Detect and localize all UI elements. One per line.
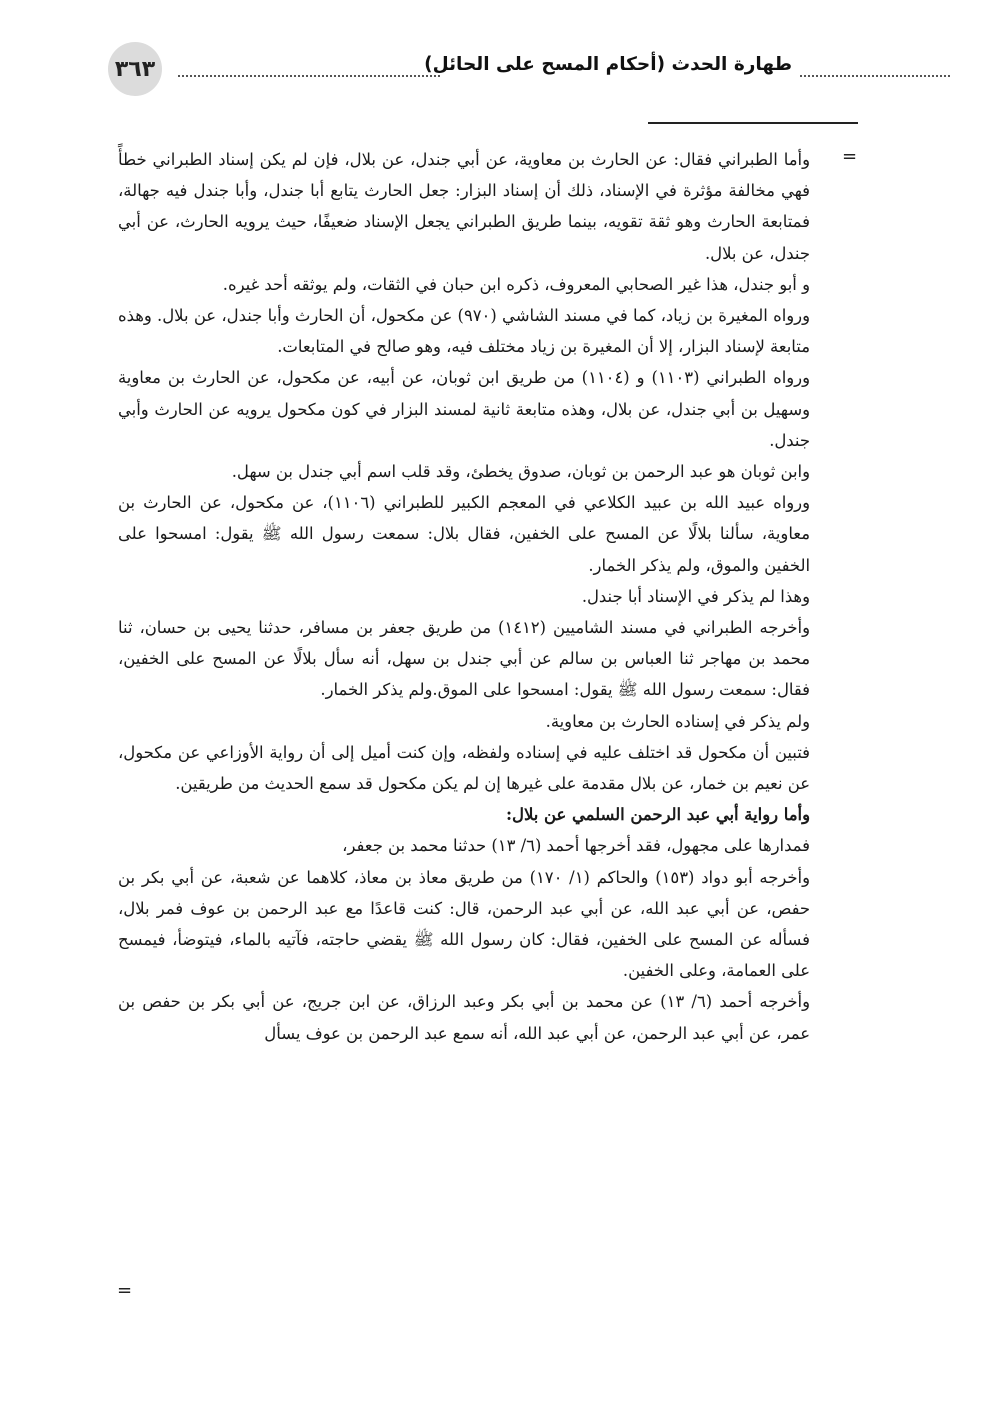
paragraph: وأما الطبراني فقال: عن الحارث بن معاوية، عن أبي جندل، عن بلال، فإن لم يكن إسناد الطبراني خطأً فهي مخالفة مؤثرة في الإسناد، ذلك أن إسناد البزار: جعل الحارث يتابع أبا جندل، وأبا جندل فيه جهالة، فمتابعة الحارث وهو ثقة تقويه، بينما طريق الطبراني يجعل الإسناد ضعيفًا، حيث يرويه الحارث، عن أبي جندل، عن بلال.	[118, 150, 810, 263]
paragraph: وابن ثوبان هو عبد الرحمن بن ثوبان، صدوق يخطئ، وقد قلب اسم أبي جندل بن سهل.	[231, 462, 810, 482]
footnote-body	[118, 144, 810, 1049]
section-heading: وأما رواية أبي عبد الرحمن السلمي عن بلال:	[506, 805, 810, 825]
page-number-badge	[108, 42, 162, 96]
paragraph: فتبين أن مكحول قد اختلف عليه في إسناده ولفظه، وإن كنت أميل إلى أن رواية الأوزاعي عن مكحول، عن نعيم بن خمار، عن بلال مقدمة على غيرها إن لم يكن مكحول قد سمع الحديث من طريقين.	[118, 742, 810, 794]
page-header	[108, 42, 844, 98]
paragraph: وأخرجه أبو دواد (١٥٣) والحاكم (١/ ١٧٠) من طريق معاذ بن معاذ، كلاهما عن شعبة، عن أبي بكر بن حفص، عن أبي عبد الله، عن أبي عبد الرحمن، قال: كنت قاعدًا مع عبد الرحمن بن عوف فمر بلال، فسأله عن المسح على الخفين، فقال: كان رسول الله ﷺ يقضي حاجته، فآتيه بالماء، فيتوضأ، فيمسح على العمامة، وعلى الخفين.	[118, 867, 810, 981]
running-title: طهارة الحدث (أحكام المسح على الحائل)	[424, 54, 792, 75]
paragraph: و أبو جندل، هذا غير الصحابي المعروف، ذكره ابن حبان في الثقات، ولم يوثقه أحد غيره.	[222, 274, 810, 294]
continuation-marker-top: =	[842, 146, 858, 167]
footnote-separator-rule	[648, 122, 858, 124]
header-dotted-leader-right	[800, 75, 950, 77]
paragraph: ولم يذكر في إسناده الحارث بن معاوية.	[545, 711, 810, 731]
paragraph: وأخرجه أحمد (٦/ ١٣) عن محمد بن أبي بكر وعبد الرزاق، عن ابن جريج، عن أبي بكر بن حفص بن عمر، عن أبي عبد الرحمن، عن أبي عبد الله، أنه سمع عبد الرحمن بن عوف يسأل	[118, 992, 810, 1043]
paragraph: ورواه المغيرة بن زياد، كما في مسند الشاشي (٩٧٠) عن مكحول، أن الحارث وأبا جندل، عن بلال. وهذه متابعة لإسناد البزار، إلا أن المغيرة بن زياد مختلف فيه، وهو صالح في المتابعات.	[118, 306, 810, 357]
paragraph: وأخرجه الطبراني في مسند الشاميين (١٤١٢) من طريق جعفر بن مسافر، حدثنا يحيى بن حسان، ثنا محمد بن مهاجر ثنا العباس بن سالم عن أبي جندل بن سهل، أنه سأل بلالًا عن المسح على الخفين، فقال: سمعت رسول الله ﷺ يقول: امسحوا على الموق.ولم يذكر الخمار.	[118, 618, 811, 700]
continuation-marker-bottom: =	[117, 1280, 133, 1301]
paragraph: فمدارها على مجهول، فقد أخرجها أحمد (٦/ ١٣) حدثنا محمد بن جعفر،	[342, 836, 810, 856]
page-number: ٣٦٣	[114, 56, 156, 82]
paragraph: ورواه عبيد الله بن عبيد الكلاعي في المعجم الكبير للطبراني (١١٠٦)، عن مكحول، عن الحارث بن معاوية، سألنا بلالًا عن المسح على الخفين، فقال بلال: سمعت رسول الله ﷺ يقول: امسحوا على الخفين والموق، ولم يذكر الخمار.	[118, 493, 810, 575]
header-dotted-leader-left	[178, 75, 440, 77]
paragraph: وهذا لم يذكر في الإسناد أبا جندل.	[581, 586, 810, 606]
paragraph: ورواه الطبراني (١١٠٣) و (١١٠٤) من طريق ابن ثوبان، عن أبيه، عن مكحول، عن الحارث بن معاوية وسهيل بن أبي جندل، عن بلال، وهذه متابعة ثانية لمسند البزار في كون مكحول يرويه عن الحارث وأبي جندل.	[118, 368, 810, 450]
